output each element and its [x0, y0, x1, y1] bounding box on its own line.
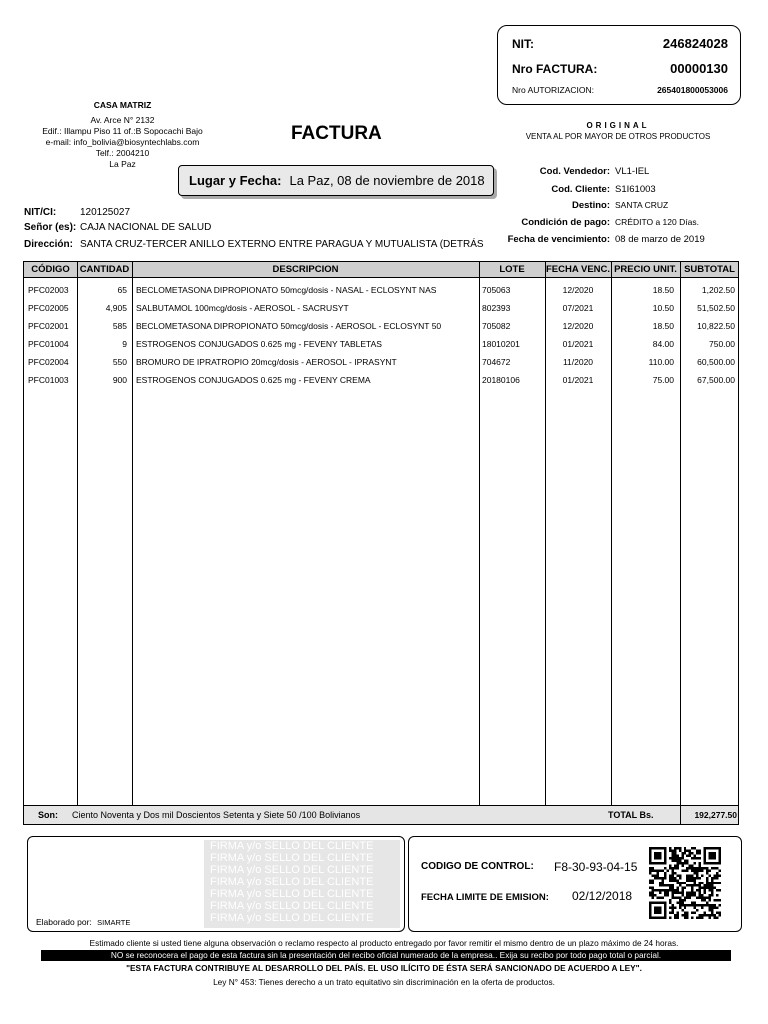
cell-lot: 705063 — [482, 285, 511, 295]
cell-code: PFC02003 — [28, 285, 69, 295]
cell-description: BECLOMETASONA DIPROPIONATO 50mcg/dosis - NASAL - ECLOSYNT NAS — [136, 285, 437, 295]
signature-box — [27, 836, 405, 932]
cell-unit-price: 10.50 — [652, 303, 674, 313]
cell-quantity: 9 — [122, 339, 127, 349]
info-label: Condición de pago: — [521, 217, 610, 228]
items-table — [23, 261, 739, 825]
cell-lot: 802393 — [482, 303, 511, 313]
cell-lot: 704672 — [482, 357, 511, 367]
emission-limit-value: 02/12/2018 — [572, 889, 633, 903]
amount-words-value: Ciento Noventa y Dos mil Doscientos Setenta y Siete 50 /100 Bolivianos — [72, 810, 361, 820]
cell-quantity: 4,905 — [105, 303, 127, 313]
cell-subtotal: 10,822.50 — [697, 321, 735, 331]
prepared-by-label: Elaborado por: — [36, 917, 92, 927]
info-row — [480, 200, 755, 211]
footer-law: Ley N° 453: Tienes derecho a un trato equitativo sin discriminación en la oferta de productos. — [213, 977, 555, 987]
info-value: VL1-IEL — [615, 166, 650, 177]
info-row — [480, 234, 755, 245]
total-value: 192,277.50 — [680, 806, 737, 824]
page-title: FACTURA — [291, 123, 382, 144]
control-code-value: F8-30-93-04-15 — [554, 860, 638, 874]
prepared-by-value: SIMARTE — [97, 918, 131, 927]
info-row — [480, 217, 755, 228]
control-code-box — [408, 836, 742, 932]
info-value: CRÉDITO a 120 Días. — [615, 217, 699, 227]
company-line: Av. Arce N° 2132 — [90, 115, 155, 125]
table-row — [24, 335, 738, 353]
header-quantity: CANTIDAD — [79, 264, 130, 275]
stamp-line: FIRMA y/o SELLO DEL CLIENTE — [210, 864, 374, 876]
place-date-value: La Paz, 08 de noviembre de 2018 — [289, 173, 485, 188]
nit-label: NIT: — [512, 37, 534, 51]
invoice-number-box — [497, 25, 741, 105]
cell-code: PFC02005 — [28, 303, 69, 313]
cell-subtotal: 60,500.00 — [697, 357, 735, 367]
cell-quantity: 550 — [112, 357, 127, 367]
cell-description: ESTROGENOS CONJUGADOS 0.625 mg - FEVENY TABLETAS — [136, 339, 382, 349]
info-label: Cod. Vendedor: — [539, 166, 610, 177]
footer-warning: NO se reconocera el pago de esta factura sin la presentación del recibo oficial numerado de la empresa.. Exija su recibo por todo pago total o parcial. — [41, 950, 731, 961]
cell-subtotal: 1,202.50 — [701, 285, 735, 295]
invoice-number-label: Nro FACTURA: — [512, 62, 598, 76]
cell-subtotal: 67,500.00 — [697, 375, 735, 385]
stamp-line: FIRMA y/o SELLO DEL CLIENTE — [210, 900, 374, 912]
client-name-value: CAJA NACIONAL DE SALUD — [80, 222, 212, 233]
info-value: S1I61003 — [615, 184, 656, 195]
cell-description: BROMURO DE IPRATROPIO 20mcg/dosis - AEROSOL - IPRASYNT — [136, 357, 397, 367]
table-row — [24, 353, 738, 371]
company-info — [20, 100, 225, 170]
header-lot: LOTE — [499, 264, 525, 275]
cell-unit-price: 84.00 — [652, 339, 674, 349]
header-description: DESCRIPCION — [272, 264, 339, 275]
cell-description: BECLOMETASONA DIPROPIONATO 50mcg/dosis - AEROSOL - ECLOSYNT 50 — [136, 321, 442, 331]
place-date-label: Lugar y Fecha: — [189, 173, 282, 188]
client-address-row — [24, 239, 484, 250]
place-date-box — [178, 165, 494, 196]
invoice-number-value: 00000130 — [670, 61, 728, 76]
info-value: 08 de marzo de 2019 — [615, 234, 705, 245]
stamp-line: FIRMA y/o SELLO DEL CLIENTE — [210, 852, 374, 864]
cell-unit-price: 18.50 — [652, 285, 674, 295]
stamp-line: FIRMA y/o SELLO DEL CLIENTE — [210, 876, 374, 888]
original-label-block — [497, 120, 739, 142]
cell-code: PFC01003 — [28, 375, 69, 385]
table-row — [24, 299, 738, 317]
authorization-value: 265401800053006 — [657, 85, 728, 95]
stamp-line: FIRMA y/o SELLO DEL CLIENTE — [210, 888, 374, 900]
cell-lot: 20180106 — [482, 375, 520, 385]
header-subtotal: SUBTOTAL — [684, 264, 735, 275]
cell-quantity: 585 — [112, 321, 127, 331]
cell-lot: 705082 — [482, 321, 511, 331]
cell-subtotal: 750.00 — [709, 339, 735, 349]
company-line: Edif.: Illampu Piso 11 of.:B Sopocachi Bajo — [42, 126, 203, 136]
header-expiry: FECHA VENC. — [545, 264, 611, 275]
info-label: Destino: — [572, 200, 610, 211]
nit-value: 246824028 — [662, 36, 728, 51]
cell-expiry: 11/2020 — [562, 357, 594, 367]
amount-words-label: Son: — [38, 810, 58, 820]
client-nit-row — [24, 207, 130, 218]
total-label: TOTAL Bs. — [608, 810, 654, 820]
header-code: CÓDIGO — [31, 264, 70, 275]
cell-lot: 18010201 — [482, 339, 520, 349]
info-row — [480, 166, 755, 177]
table-row — [24, 281, 738, 299]
cell-description: SALBUTAMOL 100mcg/dosis - AEROSOL - SACRUSYT — [136, 303, 349, 313]
cell-expiry: 01/2021 — [562, 339, 594, 349]
company-line: Telf.: 2004210 — [95, 148, 150, 158]
info-value: SANTA CRUZ — [615, 200, 669, 210]
info-label: Cod. Cliente: — [551, 184, 610, 195]
cell-unit-price: 75.00 — [652, 375, 674, 385]
footer-legal: "ESTA FACTURA CONTRIBUYE AL DESARROLLO DEL PAÍS. EL USO ILÍCITO DE ÉSTA SERÁ SANCIONADO DE ACUERDO A LEY". — [126, 963, 642, 973]
cell-expiry: 01/2021 — [562, 375, 594, 385]
client-nit-value: 120125027 — [80, 207, 131, 218]
qr-code-icon — [649, 847, 721, 919]
client-nit-label: NIT/CI: — [24, 207, 57, 218]
cell-expiry: 12/2020 — [562, 321, 594, 331]
client-address-value: SANTA CRUZ-TERCER ANILLO EXTERNO ENTRE PARAGUA Y MUTUALISTA (DETRÁS — [80, 239, 484, 250]
prepared-by-row — [36, 917, 130, 927]
cell-unit-price: 110.00 — [648, 357, 674, 367]
cell-subtotal: 51,502.50 — [697, 303, 735, 313]
cell-quantity: 65 — [117, 285, 127, 295]
stamp-line: FIRMA y/o SELLO DEL CLIENTE — [210, 840, 374, 852]
cell-quantity: 900 — [112, 375, 127, 385]
activity-label: VENTA AL POR MAYOR DE OTROS PRODUCTOS — [525, 132, 711, 141]
client-name-row — [24, 222, 211, 233]
table-row — [24, 317, 738, 335]
company-line: La Paz — [109, 159, 136, 169]
client-signature-stamp — [204, 840, 400, 928]
total-row — [24, 805, 738, 824]
cell-code: PFC02004 — [28, 357, 69, 367]
footer-note: Estimado cliente si usted tiene alguna observación o reclamo respecto al producto entregado por favor remitir el mismo dentro de un plazo máximo de 24 horas. — [89, 938, 679, 948]
header-unit-price: PRECIO UNIT. — [614, 264, 677, 275]
stamp-line: FIRMA y/o SELLO DEL CLIENTE — [210, 912, 374, 924]
original-label: ORIGINAL — [586, 121, 650, 130]
company-line: CASA MATRIZ — [93, 100, 152, 110]
cell-expiry: 12/2020 — [562, 285, 594, 295]
emission-limit-label: FECHA LIMITE DE EMISION: — [421, 892, 549, 903]
authorization-label: Nro AUTORIZACION: — [512, 85, 595, 95]
client-address-label: Dirección: — [24, 239, 73, 250]
control-code-label: CODIGO DE CONTROL: — [421, 861, 534, 872]
table-row — [24, 371, 738, 389]
cell-description: ESTROGENOS CONJUGADOS 0.625 mg - FEVENY CREMA — [136, 375, 371, 385]
cell-code: PFC01004 — [28, 339, 69, 349]
cell-expiry: 07/2021 — [562, 303, 594, 313]
cell-unit-price: 18.50 — [652, 321, 674, 331]
client-name-label: Señor (es): — [24, 222, 77, 233]
info-label: Fecha de vencimiento: — [507, 234, 610, 245]
info-row — [480, 184, 755, 195]
company-line: e-mail: info_bolivia@biosyntechlabs.com — [45, 137, 200, 147]
cell-code: PFC02001 — [28, 321, 69, 331]
